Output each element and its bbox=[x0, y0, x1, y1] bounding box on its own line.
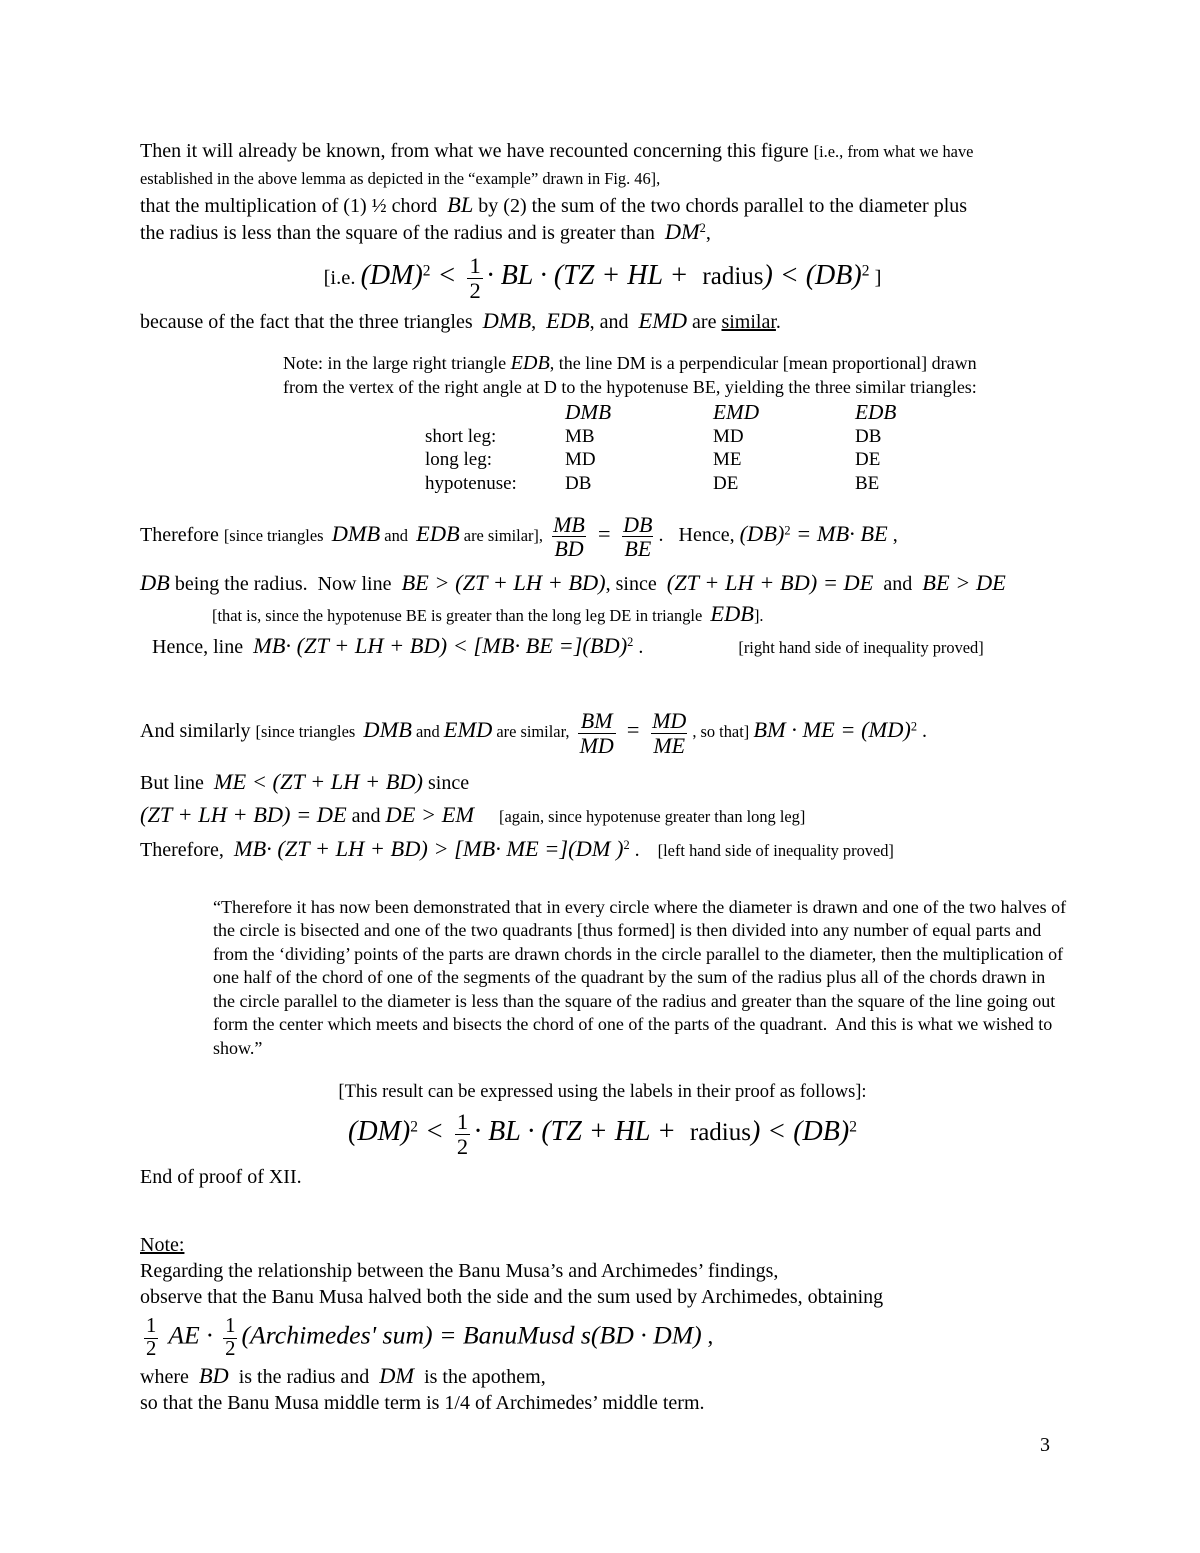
text-segment: being the radius. Now line bbox=[169, 573, 402, 596]
text-segment: 2 bbox=[623, 837, 630, 852]
text-segment: where bbox=[140, 1365, 199, 1388]
text-segment: 2 bbox=[422, 262, 431, 280]
table-row bbox=[425, 472, 1065, 496]
text-segment: [right hand side of inequality proved] bbox=[738, 638, 984, 658]
text-segment: EDB bbox=[546, 308, 590, 334]
table-row-label: hypotenuse: bbox=[425, 472, 517, 494]
text-segment: Then it will already be known, from what we have recounted concerning this figure bbox=[140, 140, 814, 162]
text-segment: (Archimedes' sum) = BanuMusd s(BD · DM) bbox=[241, 1320, 702, 1350]
table-cell: MD bbox=[565, 449, 596, 471]
text-segment: [again, since hypotenuse greater than long leg] bbox=[499, 806, 806, 826]
text-segment: Therefore bbox=[140, 524, 224, 547]
text-segment: , bbox=[705, 222, 711, 244]
line-but-line bbox=[140, 769, 1065, 796]
text-segment: . Hence, bbox=[658, 524, 740, 547]
fraction bbox=[650, 709, 688, 756]
table-cell: DE bbox=[713, 472, 739, 494]
text-segment: are bbox=[687, 311, 722, 334]
text-segment: Note: in the large right triangle bbox=[283, 353, 511, 374]
fraction-denominator: MD bbox=[579, 732, 614, 758]
text-segment: , bbox=[531, 311, 547, 334]
text-segment: And similarly bbox=[140, 720, 256, 743]
text-segment: EDB bbox=[510, 352, 550, 375]
text-segment: 2 bbox=[861, 262, 870, 280]
table-row bbox=[425, 448, 1065, 472]
para-intro-line-1 bbox=[140, 138, 1065, 165]
fraction bbox=[467, 254, 482, 302]
text-segment: ) < (DB) bbox=[763, 259, 862, 291]
line-db-radius bbox=[140, 570, 1065, 597]
text-segment: DMB bbox=[331, 521, 381, 547]
text-segment: BE > (ZT + LH + BD) bbox=[401, 570, 606, 596]
fraction-numerator: BM bbox=[580, 708, 613, 734]
fraction bbox=[578, 709, 616, 756]
text-segment: (ZT + LH + BD) = DE bbox=[666, 570, 874, 596]
text-segment: , bbox=[701, 1323, 714, 1349]
text-segment: [i.e., from what we have bbox=[813, 142, 974, 161]
display-formula-final bbox=[140, 1106, 1065, 1162]
text-segment: EMD bbox=[638, 308, 688, 334]
table-cell: BE bbox=[855, 472, 880, 494]
text-segment: DMB bbox=[363, 717, 412, 743]
text-segment: . bbox=[633, 636, 644, 659]
text-segment: are similar], bbox=[459, 526, 548, 546]
text-segment: Therefore, bbox=[140, 838, 234, 861]
table-cell: MD bbox=[713, 425, 744, 447]
text-segment: the radius is less than the square of the radius and is greater than bbox=[140, 222, 665, 244]
table-row bbox=[425, 425, 1065, 449]
display-formula-main bbox=[140, 250, 1065, 306]
text-segment: is the apothem, bbox=[414, 1365, 546, 1388]
fraction-numerator: 1 bbox=[225, 1315, 236, 1338]
text-segment: (DM) bbox=[348, 1115, 411, 1147]
text-segment: 2 bbox=[627, 635, 634, 650]
fraction-numerator: 1 bbox=[469, 253, 481, 278]
text-segment: so that the Banu Musa middle term is 1/4 of Archimedes’ middle term. bbox=[140, 1391, 705, 1414]
text-segment: 2 bbox=[910, 719, 918, 734]
table-cell: DB bbox=[565, 472, 592, 494]
line-so-that bbox=[140, 1390, 1065, 1416]
para-intro-line-3 bbox=[140, 192, 1065, 219]
table-corner bbox=[425, 401, 565, 425]
text-segment: BL bbox=[447, 192, 474, 217]
text-segment: MB· (ZT + LH + BD) > [MB· ME =](DM ) bbox=[233, 835, 624, 861]
text-segment: and bbox=[380, 526, 417, 546]
text-segment: 2 bbox=[784, 523, 791, 538]
fraction-denominator: BD bbox=[554, 536, 584, 562]
note-triangle-line-2 bbox=[283, 375, 1065, 399]
text-segment: · BL · (TZ + HL + bbox=[486, 259, 703, 291]
quote-paragraph bbox=[213, 896, 1071, 1061]
line-where-bd bbox=[140, 1363, 1065, 1390]
note-heading bbox=[140, 1232, 1065, 1258]
text-segment: < bbox=[418, 1115, 451, 1147]
text-segment: EDB bbox=[710, 601, 754, 627]
document-body bbox=[140, 138, 1065, 1416]
text-segment: MB· (ZT + LH + BD) < [MB· BE =](BD) bbox=[253, 633, 628, 659]
formula-banu-musa bbox=[140, 1314, 1065, 1362]
line-because-similar bbox=[140, 308, 1065, 335]
fraction-denominator: 2 bbox=[456, 1133, 469, 1159]
text-segment: [since triangles bbox=[255, 722, 364, 742]
text-segment: , bbox=[887, 524, 898, 547]
text-segment: Note: bbox=[140, 1234, 185, 1257]
line-regarding bbox=[140, 1258, 1065, 1284]
line-this-result bbox=[140, 1080, 1065, 1104]
fraction-numerator: MD bbox=[652, 708, 687, 734]
text-segment: . bbox=[629, 838, 640, 861]
text-segment: established in the above lemma as depicted in the “example” drawn in Fig. 46], bbox=[140, 169, 661, 188]
fraction-denominator: 2 bbox=[225, 1338, 236, 1361]
text-segment: Hence, line bbox=[152, 636, 254, 659]
line-therefore-ratio bbox=[140, 507, 1065, 566]
fraction bbox=[455, 1110, 470, 1158]
text-segment: [left hand side of inequality proved] bbox=[657, 840, 894, 860]
table-column-header: DMB bbox=[565, 400, 612, 425]
line-that-is bbox=[212, 601, 1065, 629]
text-segment: EDB bbox=[416, 521, 460, 547]
text-segment: , and bbox=[589, 311, 639, 334]
table-column-header: EDB bbox=[855, 400, 897, 425]
fraction-denominator: ME bbox=[653, 732, 686, 758]
para-intro-line-4 bbox=[140, 219, 1065, 246]
line-zt-lh-bd bbox=[140, 802, 1065, 830]
fraction-denominator: 2 bbox=[469, 277, 481, 303]
fraction bbox=[144, 1316, 158, 1360]
text-segment: · BL · (TZ + HL + bbox=[474, 1115, 690, 1147]
text-segment: observe that the Banu Musa halved both the side and the sum used by Archimedes, obtaining bbox=[140, 1286, 884, 1309]
text-segment: and bbox=[411, 722, 444, 742]
text-segment: (DB) bbox=[739, 521, 785, 547]
fraction-denominator: 2 bbox=[146, 1338, 157, 1361]
text-segment: ]. bbox=[753, 606, 764, 626]
text-segment: BE > DE bbox=[922, 570, 1006, 596]
note-triangle-line-1 bbox=[283, 351, 1065, 375]
text-segment: BM · ME = (MD) bbox=[753, 717, 911, 743]
table-header-row bbox=[425, 401, 1065, 425]
text-segment: DB bbox=[140, 570, 170, 596]
text-segment: [i.e. bbox=[323, 266, 361, 289]
table-row-label: long leg: bbox=[425, 449, 493, 471]
text-segment: . bbox=[775, 311, 781, 334]
fraction-numerator: 1 bbox=[456, 1109, 469, 1135]
text-segment: [since triangles bbox=[223, 526, 332, 546]
text-segment: < bbox=[430, 259, 464, 291]
text-segment: and bbox=[346, 804, 386, 827]
text-segment: because of the fact that the three triangles bbox=[140, 311, 483, 334]
text-segment: BD bbox=[198, 1362, 229, 1388]
text-segment: by (2) the sum of the two chords parallel to the diameter plus bbox=[473, 195, 968, 217]
text-segment: is the radius and bbox=[228, 1365, 380, 1388]
fraction bbox=[551, 513, 587, 560]
text-segment: are similar, bbox=[492, 722, 574, 742]
text-segment: “Therefore it has now been demonstrated that in every circle where the diameter is drawn and one of the two halves of the circle is bisected and one of the two quadrants [thus formed] is then divided into any number of equal parts and from the ‘dividing’ points of the parts are drawn chords in the circle parallel to the diameter, then the multiplication of one half of the chord of one of the segments of the quadrant by the sum of the radius plus all of the chords drawn in the circle parallel to the diameter is less than the square of the radius and greater than the square of the line going out form the center which meets and bisects the chord of one of the parts of the quadrant. And this is what we wished to show.” bbox=[213, 896, 1067, 1058]
text-segment: from the vertex of the right angle at D to the hypotenuse BE, yielding the three similar triangles: bbox=[283, 377, 977, 398]
text-segment: DE > EM bbox=[385, 801, 475, 827]
text-segment: = MB· BE bbox=[790, 521, 888, 547]
text-segment: , so that] bbox=[692, 722, 754, 742]
text-segment: (DM) bbox=[360, 259, 423, 291]
text-segment: = bbox=[619, 717, 647, 743]
text-segment: 2 bbox=[699, 221, 706, 236]
para-intro-line-2 bbox=[140, 165, 1065, 192]
fraction bbox=[223, 1316, 237, 1360]
table-cell: DB bbox=[855, 425, 882, 447]
line-therefore-lhs bbox=[140, 836, 1065, 864]
text-segment: radius bbox=[689, 1118, 751, 1146]
line-hence-rhs bbox=[152, 633, 1065, 661]
text-segment: But line bbox=[140, 771, 214, 794]
text-segment: (ZT + LH + BD) = DE bbox=[140, 801, 347, 827]
text-segment: AE · bbox=[162, 1320, 220, 1350]
fraction-numerator: 1 bbox=[146, 1315, 157, 1338]
fraction-numerator: DB bbox=[623, 512, 653, 538]
text-segment: . bbox=[917, 720, 928, 743]
line-end-of-proof bbox=[140, 1164, 1065, 1190]
text-segment: [This result can be expressed using the labels in their proof as follows]: bbox=[338, 1082, 867, 1103]
text-segment: , the line DM is a perpendicular [mean proportional] drawn bbox=[549, 353, 977, 374]
text-segment: ) < (DB) bbox=[750, 1115, 850, 1147]
fraction-denominator: BE bbox=[624, 536, 652, 562]
table-cell: DE bbox=[855, 449, 881, 471]
text-segment: Regarding the relationship between the Banu Musa’s and Archimedes’ findings, bbox=[140, 1260, 779, 1283]
table-cell: ME bbox=[713, 449, 742, 471]
text-segment: End of proof of XII. bbox=[140, 1166, 302, 1189]
text-segment: , since bbox=[605, 573, 667, 596]
text-segment: = bbox=[590, 521, 618, 547]
line-observe bbox=[140, 1284, 1065, 1310]
text-segment: DMB bbox=[482, 308, 532, 334]
text-segment: DM bbox=[664, 219, 700, 244]
line-and-similarly bbox=[140, 703, 1065, 762]
table-row-label: short leg: bbox=[425, 425, 497, 447]
fraction bbox=[621, 513, 654, 560]
text-segment: radius bbox=[702, 262, 764, 290]
fraction-numerator: MB bbox=[553, 512, 585, 538]
text-segment: ME < (ZT + LH + BD) bbox=[213, 768, 424, 794]
table-column-header: EMD bbox=[713, 400, 760, 425]
text-segment: EMD bbox=[443, 717, 493, 743]
text-segment: since bbox=[423, 771, 470, 794]
table-cell: MB bbox=[565, 425, 595, 447]
text-segment: DM bbox=[379, 1362, 415, 1388]
page-number: 3 bbox=[1040, 1434, 1050, 1456]
text-segment: [that is, since the hypotenuse BE is greater than the long leg DE in triangle bbox=[212, 606, 711, 626]
text-segment: and bbox=[873, 573, 923, 596]
text-segment: 2 bbox=[849, 1118, 857, 1136]
text-segment: similar bbox=[721, 311, 776, 334]
text-segment: that the multiplication of (1) ½ chord bbox=[140, 195, 448, 217]
text-segment: 2 bbox=[410, 1118, 418, 1136]
text-segment: ] bbox=[869, 266, 882, 289]
triangle-similarity-table bbox=[425, 401, 1065, 495]
